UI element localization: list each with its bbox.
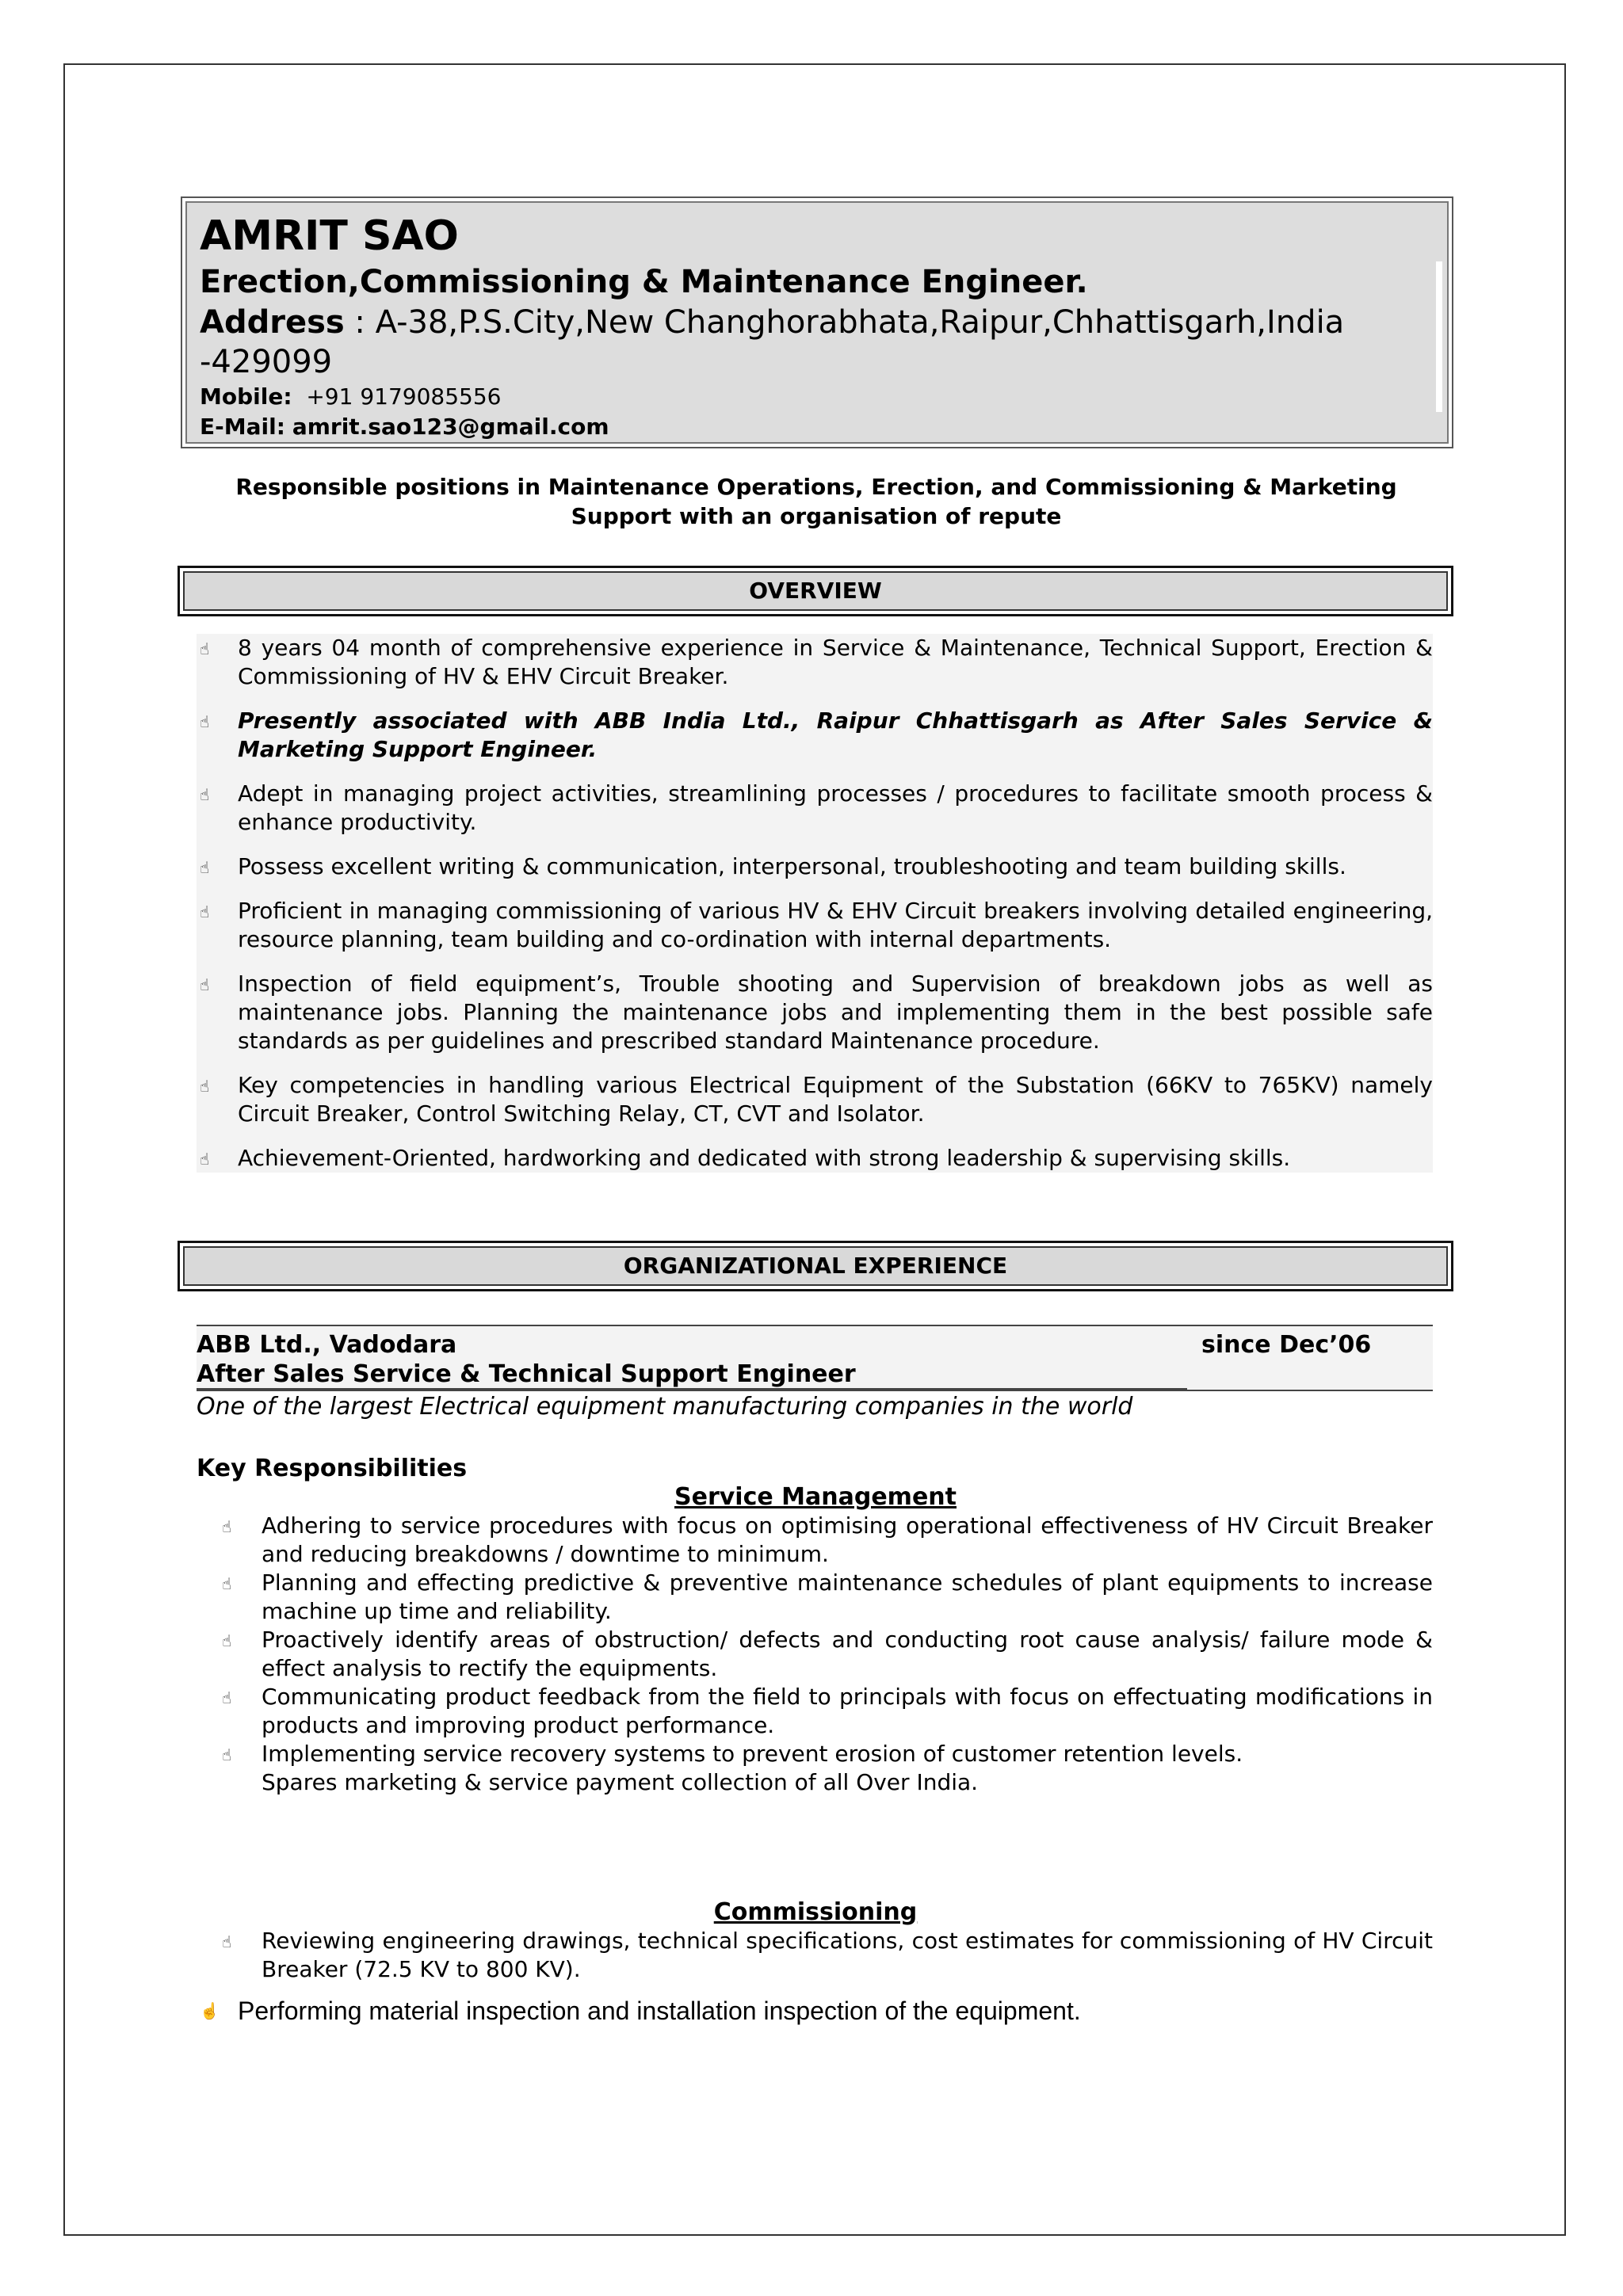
overview-item: [197, 1144, 1433, 1173]
service-extra-line: Spares marketing & service payment collection of all Over India.: [262, 1769, 979, 1795]
address-separator: :: [344, 304, 376, 341]
overview-item: [197, 634, 1433, 691]
hand-bullet-icon: ☝: [222, 1631, 232, 1650]
hand-bullet-icon: ☝: [200, 902, 210, 921]
employment-since: since Dec’06: [1201, 1331, 1372, 1359]
service-management-list: [222, 1512, 1433, 1768]
overview-item-text: 8 years 04 month of comprehensive experience in Service & Maintenance, Technical Support, Erection & Commissioning of HV & EHV Circuit Breaker.: [238, 635, 1433, 689]
email: [200, 412, 1436, 442]
hand-bullet-icon: ☝: [200, 975, 210, 994]
overview-item: [197, 707, 1433, 764]
objective-line2: Support with an organisation of repute: [571, 503, 1062, 529]
overview-item: [197, 897, 1433, 954]
hand-bullet-icon: ☝: [200, 785, 210, 804]
overview-item-text: Achievement-Oriented, hardworking and dedicated with strong leadership & supervising skills.: [238, 1145, 1291, 1171]
mobile-label: Mobile:: [200, 383, 292, 410]
hand-bullet-icon: ☝: [200, 1077, 210, 1096]
mobile-number: +91 9179085556: [306, 383, 502, 410]
list-item: [222, 1683, 1433, 1740]
list-item-text: Planning and effecting predictive & preventive maintenance schedules of plant equipments to increase machine up time and reliability.: [262, 1569, 1433, 1624]
header-panel: [185, 201, 1449, 444]
list-item-text: Adhering to service procedures with focus on optimising operational effectiveness of HV Circuit Breaker and reducing breakdowns / downtime to minimum.: [262, 1512, 1433, 1567]
resume-header: [181, 196, 1453, 448]
position-title: After Sales Service & Technical Support Engineer: [197, 1361, 1187, 1390]
list-item: [222, 1512, 1433, 1569]
hand-bullet-icon: ☝: [200, 1150, 210, 1169]
address-line1: A-38,P.S.City,New Changhorabhata,Raipur,Chhattisgarh,India: [375, 304, 1345, 341]
overview-item-text: Adept in managing project activities, streamlining processes / procedures to facilitate smooth process & enhance productivity.: [238, 780, 1433, 835]
list-item-text: Proactively identify areas of obstruction/ defects and conducting root cause analysis/ failure mode & effect analysis to rectify the equipments.: [262, 1627, 1433, 1681]
overview-item: [197, 852, 1433, 881]
overview-section-bar: [178, 566, 1453, 616]
overview-item: [197, 970, 1433, 1055]
list-item-text: Implementing service recovery systems to prevent erosion of customer retention levels.: [262, 1741, 1243, 1767]
commissioning-list: [222, 1927, 1433, 1984]
list-item: [222, 1626, 1433, 1683]
list-item: [222, 1569, 1433, 1626]
overview-item-text: Inspection of field equipment’s, Trouble shooting and Supervision of breakdown jobs as well as maintenance jobs. Planning the maintenance jobs and implementing them in the best possible safe standards as per guidelines and prescribed standard Maintenance procedure.: [238, 971, 1433, 1054]
list-item-text: Communicating product feedback from the field to principals with focus on effectuating modifications in products and improving product performance.: [262, 1684, 1433, 1738]
hand-bullet-icon: ☝: [200, 712, 210, 731]
overview-item: [197, 1071, 1433, 1128]
address-label: Address: [200, 304, 345, 341]
service-management-heading: Service Management: [674, 1483, 957, 1511]
candidate-name: AMRIT SAO: [200, 212, 459, 260]
overview-heading: OVERVIEW: [183, 571, 1448, 611]
list-item-text: Reviewing engineering drawings, technical specifications, cost estimates for commissioning of HV Circuit Breaker (72.5 KV to 800 KV).: [262, 1928, 1433, 1982]
hand-bullet-icon: ☝: [222, 1517, 232, 1536]
header-edge: [1436, 261, 1442, 412]
hand-bullet-icon: ☝: [200, 858, 210, 877]
overview-item: [197, 780, 1433, 837]
hand-bullet-icon: ☝: [222, 1745, 232, 1764]
experience-block: [197, 1325, 1433, 2027]
address: [200, 303, 1436, 342]
hand-bullet-icon: ☝: [222, 1688, 232, 1707]
company-name: ABB Ltd., Vadodara: [197, 1331, 457, 1359]
hand-bullet-icon: ☝: [222, 1932, 232, 1951]
candidate-title: Erection,Commissioning & Maintenance Engineer.: [200, 264, 1088, 300]
overview-item-text: Possess excellent writing & communication, interpersonal, troubleshooting and team building skills.: [238, 853, 1346, 879]
email-address: amrit.sao123@gmail.com: [292, 414, 609, 440]
overview-item-text: Proficient in managing commissioning of various HV & EHV Circuit breakers involving detailed engineering, resource planning, team building and co-ordination with internal departments.: [238, 898, 1433, 952]
list-item: [222, 1740, 1433, 1768]
hand-bullet-icon: ☝: [200, 2003, 220, 2020]
experience-section-bar: [178, 1241, 1453, 1291]
list-item: [197, 1995, 1433, 2027]
hand-bullet-icon: ☝: [222, 1574, 232, 1593]
key-responsibilities-label: Key Responsibilities: [197, 1455, 468, 1482]
commissioning-heading: Commissioning: [713, 1898, 918, 1926]
list-item-text: Performing material inspection and installation inspection of the equipment.: [238, 1997, 1081, 2025]
company-row: [197, 1325, 1433, 1391]
list-item: [222, 1927, 1433, 1984]
overview-item-text: Presently associated with ABB India Ltd., Raipur Chhattisgarh as After Sales Service & Marketing Support Engineer.: [238, 707, 1433, 762]
email-label: E-Mail:: [200, 414, 285, 440]
overview-item-text: Key competencies in handling various Electrical Equipment of the Substation (66KV to 765KV) namely Circuit Breaker, Control Switching Relay, CT, CVT and Isolator.: [238, 1072, 1433, 1127]
objective-line1: Responsible positions in Maintenance Operations, Erection, and Commissioning & Marketing: [235, 474, 1397, 500]
objective: [190, 472, 1442, 531]
hand-bullet-icon: ☝: [200, 639, 210, 658]
experience-heading: ORGANIZATIONAL EXPERIENCE: [183, 1246, 1448, 1286]
company-tagline: One of the largest Electrical equipment manufacturing companies in the world: [197, 1393, 1133, 1421]
mobile: [200, 382, 1436, 412]
address-line2: -429099: [200, 344, 333, 380]
overview-list: [197, 634, 1433, 1173]
